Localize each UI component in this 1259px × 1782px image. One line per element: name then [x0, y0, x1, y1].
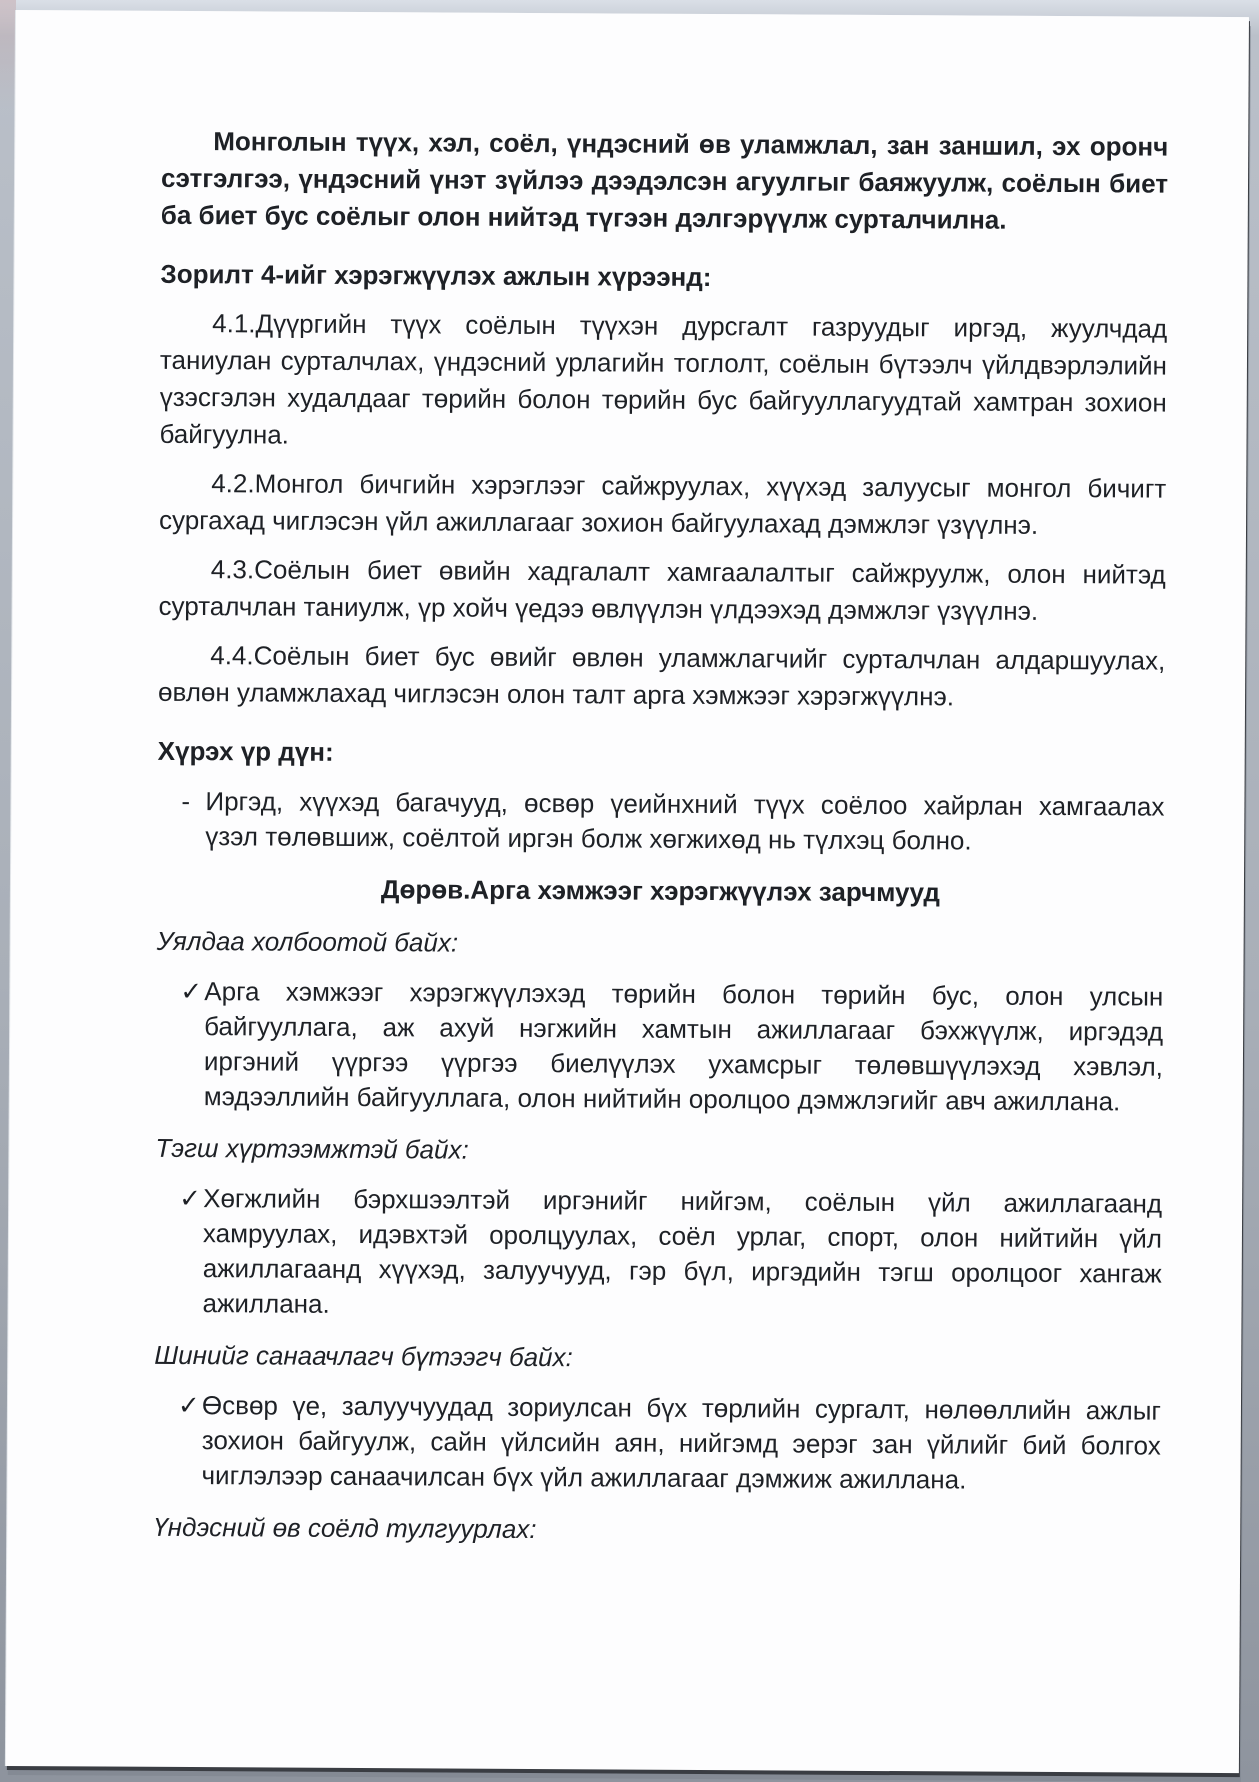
dash-icon: -	[181, 785, 191, 817]
list-item	[156, 974, 1164, 1120]
text-line: зохион байгуулж, сайн үйлсийн аян, нийгэмд эерэг зан үйлийг бий болгох	[201, 1425, 1161, 1461]
document-content	[6, 10, 1249, 1773]
text-line: ажиллана.	[202, 1288, 330, 1319]
section-heading: Дөрөв.Арга хэмжээг хэрэгжүүлэх зарчмууд	[380, 874, 940, 908]
scanned-document-page	[6, 10, 1249, 1773]
section-heading: Зорилт 4-ийг хэрэгжүүлэх ажлын хүрээнд:	[160, 258, 712, 293]
text-line: ажиллагаанд хүүхэд, залуучууд, гэр бүл, иргэдийн тэгш оролцоог хангаж	[202, 1253, 1162, 1289]
text-line: мэдээллийн байгууллага, олон нийтийн оролцоо дэмжлэгийг авч ажиллана.	[203, 1081, 1121, 1117]
paragraph	[158, 551, 1165, 631]
checkmark-icon: ✓	[180, 975, 203, 1007]
text-line: байгуулна.	[159, 418, 290, 450]
section-heading: Шинийг санаачлагч бүтээгч байх:	[154, 1339, 573, 1373]
text-line: ба биет бус соёлыг олон нийтэд түгээн дэлгэрүүлж сурталчилна.	[160, 199, 1007, 235]
text-line: Өсвөр үе, залуучуудад зориулсан бүх төрлийн сургалт, нөлөөллийн ажлыг	[201, 1390, 1162, 1426]
text-line: байгууллага, аж ахуй нэгжийн хамтын ажиллагааг бэхжүүлж, иргэдэд	[204, 1011, 1164, 1047]
section-heading: Үндэсний өв соёлд тулгуурлах:	[153, 1511, 537, 1545]
text-line: 4.2.Монгол бичгийн хэрэглээг сайжруулах, хүүхэд залуусыг монгол бичигт	[211, 468, 1167, 504]
text-line: 4.3.Соёлын биет өвийн хадгалалт хамгаалалтыг сайжруулж, олон нийтэд	[210, 554, 1166, 590]
text-line: үзэл төлөвшиж, соёлтой иргэн болж хөгжихөд нь түлхэц болно.	[205, 821, 972, 856]
text-line: сэтгэлгээ, үндэсний үнэт зүйлээ дээдэлсэн агуулгыг баяжуулж, соёлын биет	[160, 162, 1169, 199]
section-heading: Уялдаа холбоотой байх:	[156, 925, 459, 958]
paragraph	[158, 637, 1165, 717]
text-line: Монголын түүх, хэл, соёл, үндэсний өв уламжлал, зан заншил, эх оронч	[213, 126, 1169, 162]
text-line: Хөгжлийн бэрхшээлтэй иргэнийг нийгэм, соёлын үйл ажиллагаанд	[203, 1183, 1163, 1219]
paragraph	[161, 123, 1169, 240]
text-line: хамруулах, идэвхтэй оролцуулах, соёл урлаг, спорт, олон нийтийн үйл	[202, 1218, 1163, 1254]
text-line: сургахад чиглэсэн үйл ажиллагааг зохион байгуулахад дэмжлэг үзүүлнэ.	[158, 504, 1039, 540]
text-line: 4.4.Соёлын биет бус өвийг өвлөн уламжлагчийг сурталчлан алдаршуулах,	[210, 640, 1166, 676]
list-item	[153, 1388, 1161, 1499]
list-item	[157, 784, 1164, 860]
list-item	[154, 1181, 1162, 1327]
section-heading: Тэгш хүртээмжтэй байх:	[155, 1132, 469, 1165]
text-line: таниулан сурталчлах, үндэсний урлагийн тоглолт, соёлын бүтээлч үйлдвэрлэлийн	[159, 344, 1168, 381]
text-line: Арга хэмжээг хэрэгжүүлэхэд төрийн болон төрийн бус, олон улсын	[204, 976, 1164, 1012]
checkmark-icon: ✓	[179, 1182, 202, 1214]
paragraph	[159, 305, 1167, 459]
text-line: иргэний үүргээ үүргээ биелүүлэх ухамсрыг төлөвшүүлэхэд хэвлэл,	[203, 1046, 1164, 1082]
text-line: үзэсгэлэн худалдааг төрийн болон төрийн бус байгууллагуудтай хамтран зохион	[159, 381, 1167, 418]
text-line: чиглэлээр санаачилсан бүх үйл ажиллагааг дэмжиж ажиллана.	[201, 1460, 967, 1495]
paragraph	[159, 465, 1166, 545]
text-line: Иргэд, хүүхэд багачууд, өсвөр үеийнхний түүх соёлоо хайрлан хамгаалах	[205, 786, 1165, 822]
scan-edge-artifact	[0, 0, 16, 110]
section-heading: Хүрэх үр дүн:	[157, 735, 334, 767]
checkmark-icon: ✓	[177, 1389, 200, 1421]
text-line: 4.1.Дүүргийн түүх соёлын түүхэн дурсгалт газруудыг иргэд, жуулчдад	[212, 308, 1168, 344]
text-line: сурталчлан таниулж, үр хойч үедээ өвлүүлэн үлдээхэд дэмжлэг үзүүлнэ.	[158, 590, 1039, 626]
text-line: өвлөн уламжлахад чиглэсэн олон талт арга хэмжээг хэрэгжүүлнэ.	[157, 676, 955, 712]
